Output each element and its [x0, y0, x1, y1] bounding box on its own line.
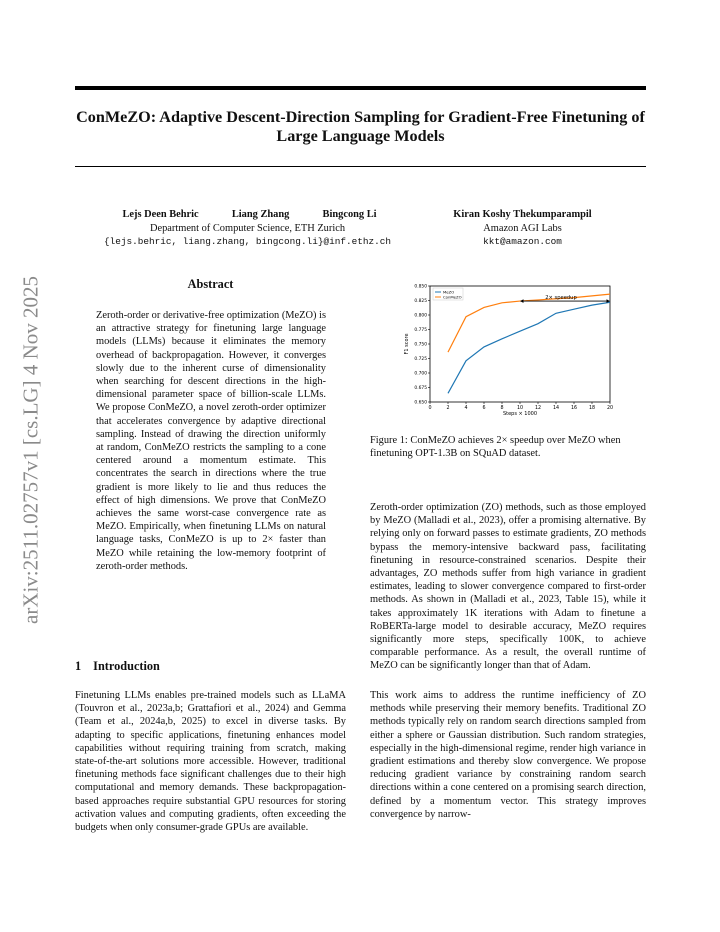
x-tick-label: 8 [500, 406, 504, 411]
x-tick-label: 10 [516, 406, 524, 411]
x-axis [428, 402, 613, 411]
y-tick-label: 0.700 [414, 371, 427, 377]
series-group [448, 294, 610, 393]
arxiv-id: arXiv:2511.02757v1 [cs.LG] 4 Nov 2025 [18, 275, 43, 625]
author-names-left [75, 208, 420, 222]
email-left: {lejs.behric, liang.zhang, bingcong.li}@inf.ethz.ch [104, 236, 391, 248]
figure-1-chart [398, 280, 618, 420]
author-name: Kiran Koshy Thekumparampil [453, 209, 592, 220]
series-line-conmezo [448, 294, 610, 352]
x-tick-label: 20 [606, 406, 614, 411]
author-name: Lejs Deen Behric [122, 209, 199, 220]
affiliation-right: Amazon AGI Labs [483, 222, 562, 234]
x-tick-label: 6 [482, 406, 486, 411]
section-number: 1 [75, 659, 82, 673]
x-tick-label: 12 [534, 406, 542, 411]
y-axis-label: F1 score [404, 333, 410, 355]
y-tick-label: 0.650 [414, 400, 427, 406]
author-name: Bingcong Li [322, 209, 377, 220]
legend-label: ConMeZO [443, 294, 462, 300]
legend-label: MeZO [443, 289, 455, 295]
intro-paragraph-1: Finetuning LLMs enables pre-trained models such as LLaMA (Touvron et al., 2023a,b; Grattafiori et al., 2024) and Gemma (Team et al., 2024a,b, 2025) to excel in diverse tasks. By adapting to specific applications, finetuning enhances model capabilities without requiring training from scratch, making state-of-the-art solutions more accessible. However, traditional finetuning methods face significant challenges due to their high computational and memory demands. These backpropagation-based approaches require substantial GPU resources for storing activation values and computing gradients, often exceeding the budgets when only consumer-grade GPUs are available. [75, 690, 346, 834]
speedup-annotation [520, 295, 610, 303]
x-tick-label: 2 [446, 406, 450, 411]
author-name: Liang Zhang [231, 209, 290, 220]
intro-paragraph-2: Zeroth-order optimization (ZO) methods, such as those employed by MeZO (Malladi et al., 2023), offer a promising alternative. By relying only on forward passes to estimate gradients, ZO methods bypass the memory-intensive backward pass, facilitating finetuning in resource-constrained scenarios. Despite their advantages, ZO methods suffer from high variance in gradient estimates, leading to slower convergence compared to first-order methods. As shown in (Malladi et al., 2023, Table 15), while it takes approximately 1K iterations with Adam to finetune a RoBERTa-large model to desirable accuracy, MeZO requires significantly more steps, specifically 100K, to achieve comparable performance. As a result, the overall runtime of MeZO can be significantly longer than that of Adam. [370, 502, 646, 672]
arxiv-stamp [14, 262, 48, 638]
y-tick-label: 0.725 [414, 357, 427, 363]
x-tick-label: 14 [552, 406, 560, 411]
series-line-mezo [448, 302, 610, 393]
x-tick-label: 18 [588, 406, 596, 411]
y-axis [414, 284, 430, 406]
author-block-right [430, 208, 615, 249]
axes-frame [430, 286, 610, 402]
section-title: Introduction [93, 659, 160, 673]
title-rule-bottom [75, 166, 646, 167]
speedup-label: 2× speedup [545, 295, 577, 302]
affiliation-left: Department of Computer Science, ETH Zurich [149, 222, 346, 234]
y-tick-label: 0.775 [414, 328, 427, 334]
abstract-heading: Abstract [187, 277, 234, 291]
plot-frame [430, 286, 610, 402]
author-block-left [75, 208, 420, 249]
abstract-text: Zeroth-order or derivative-free optimization (MeZO) is an attractive strategy for finetuning large language models (LLMs) because it eliminates the memory overhead of backpropagation. However, it converges slowly due to the inherent curse of dimensionality when searching for descent directions in the high-dimensional parameter space of billion-scale LLMs. We propose ConMeZO, a novel zeroth-order optimizer that accelerates convergence by adaptive directional sampling. Instead of drawing the direction uniformly at random, ConMeZO restricts the sampling to a cone centered around a momentum estimate. This concentrates the search in directions where the true gradient is more likely to lie and thus reduces the effect of high dimensions. We prove that ConMeZO achieves the same worst-case convergence rate as MeZO. Empirically, when finetuning LLMs on natural language tasks, ConMeZO is up to 2× faster than MeZO while retaining the low-memory footprint of zeroth-order methods. [96, 310, 326, 572]
x-axis-label: Steps × 1000 [502, 411, 538, 417]
figure-1-caption: Figure 1: ConMeZO achieves 2× speedup over MeZO when finetuning OPT-1.3B on SQuAD dataset. [370, 435, 621, 460]
y-tick-label: 0.750 [414, 342, 427, 348]
legend [433, 288, 463, 300]
section-heading-introduction [75, 659, 160, 674]
paper-title: ConMeZO: Adaptive Descent-Direction Sampling for Gradient-Free Finetuning of Large Language Models [76, 108, 645, 145]
y-tick-label: 0.825 [414, 299, 427, 305]
x-tick-label: 4 [464, 406, 468, 411]
y-tick-label: 0.850 [414, 284, 427, 290]
intro-paragraph-3: This work aims to address the runtime inefficiency of ZO methods while preserving their memory benefits. Traditional ZO methods typically rely on random search directions sampled from either a sphere or Gaussian distribution. Such random strategies, especially in the high-dimensional regime, render high variance in gradient estimations and thereby slow convergence. We propose reducing gradient variance by constraining random search directions within a cone centered on a promising search direction, defined by a momentum vector. This strategy improves convergence by narrow- [370, 690, 646, 820]
title-rule-top [75, 86, 646, 90]
arrow-head-left [520, 299, 524, 303]
email-right: kkt@amazon.com [483, 236, 562, 248]
x-tick-label: 0 [428, 406, 432, 411]
y-tick-label: 0.800 [414, 313, 427, 319]
y-tick-label: 0.675 [414, 386, 427, 392]
x-tick-label: 16 [570, 406, 578, 411]
